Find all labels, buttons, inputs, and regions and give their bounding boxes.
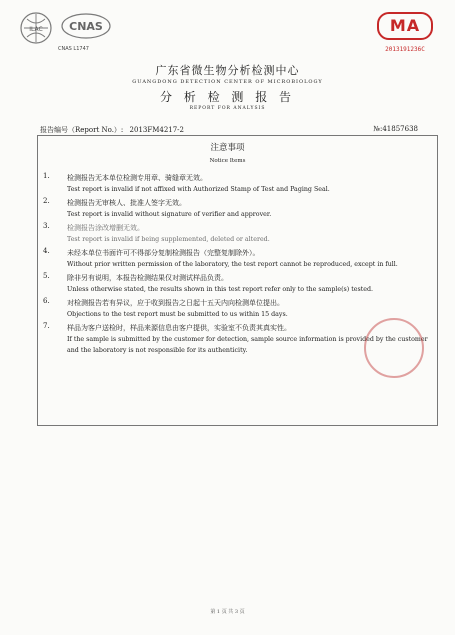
notice-item-number: 5. xyxy=(43,272,50,280)
notice-item-number: 4. xyxy=(43,247,50,255)
cma-logo xyxy=(373,12,437,52)
official-seal-icon xyxy=(364,318,424,378)
cnas-number: CNAS L1747 xyxy=(58,46,89,52)
accreditation-logo-icon xyxy=(18,10,114,50)
notice-item-cn: 检测报告涂改增删无效。 xyxy=(67,224,144,232)
svg-text:CNAS: CNAS xyxy=(69,20,103,33)
ma-mark-icon: MA xyxy=(377,12,433,40)
report-title-en: REPORT FOR ANALYSIS xyxy=(189,106,266,111)
report-number-value: 2013FM4217-2 xyxy=(129,126,185,134)
notice-item-cn: 未经本单位书面许可不得部分复制检测报告（完整复制除外）。 xyxy=(67,249,260,257)
notice-item-en: Test report is invalid if being supplemented, deleted or altered. xyxy=(67,236,270,243)
notice-item-en: Test report is invalid without signature of verifier and approver. xyxy=(67,211,272,218)
notice-item-en: Test report is invalid if not affixed with Authorized Stamp of Test and Paging Seal. xyxy=(67,186,330,193)
ma-number: 2013191236C xyxy=(385,46,425,53)
notice-item-en: Unless otherwise stated, the results shown in this test report refer only to the sample(s) tested. xyxy=(67,286,374,293)
report-number-label: 报告编号（Report No.）: xyxy=(40,126,124,134)
notice-item-number: 7. xyxy=(43,322,50,330)
notice-item-en: Objections to the test report must be submitted to us within 15 days. xyxy=(67,311,288,318)
notice-item xyxy=(37,197,438,220)
notice-item xyxy=(37,222,438,245)
notice-item xyxy=(37,272,438,295)
notice-item xyxy=(37,247,438,270)
notice-title: 注意事项 xyxy=(210,143,245,153)
notice-title-en: Notice Items xyxy=(209,158,246,164)
notice-item-number: 1. xyxy=(43,172,50,180)
notice-item-cn: 对检测报告若有异议，应于收到报告之日起十五天内向检测单位提出。 xyxy=(67,299,284,307)
notice-item-number: 6. xyxy=(43,297,50,305)
svg-text:ILAC: ILAC xyxy=(29,26,43,33)
notice-item-en: If the sample is submitted by the customer for detection, sample source information is provided by the customer and the laboratory is not responsible for its authenticity. xyxy=(67,336,428,354)
report-number xyxy=(40,125,184,135)
notice-item xyxy=(37,297,438,320)
notice-item-cn: 检测报告无审核人、批准人签字无效。 xyxy=(67,199,186,207)
notice-item-en: Without prior written permission of the laboratory, the test report cannot be reproduced, except in full. xyxy=(67,261,398,268)
notice-item-number: 2. xyxy=(43,197,50,205)
notice-item xyxy=(37,172,438,195)
serial-number: №:41857638 xyxy=(373,125,418,133)
report-title-cn: 分 析 检 测 报 告 xyxy=(159,90,296,104)
notice-item-cn: 样品为客户送检时，样品来源信息由客户提供，实验室不负责其真实性。 xyxy=(67,324,291,332)
page-number: 第 1 页 共 3 页 xyxy=(210,609,245,615)
notice-item-number: 3. xyxy=(43,222,50,230)
center-title-cn: 广东省微生物分析检测中心 xyxy=(155,64,300,77)
notice-item-cn: 检测报告无本单位检测专用章、骑缝章无效。 xyxy=(67,174,207,182)
notice-item-cn: 除非另有说明，本报告检测结果仅对测试样品负责。 xyxy=(67,274,228,282)
center-title-en: GUANGDONG DETECTION CENTER OF MICROBIOLOGY xyxy=(132,79,323,85)
